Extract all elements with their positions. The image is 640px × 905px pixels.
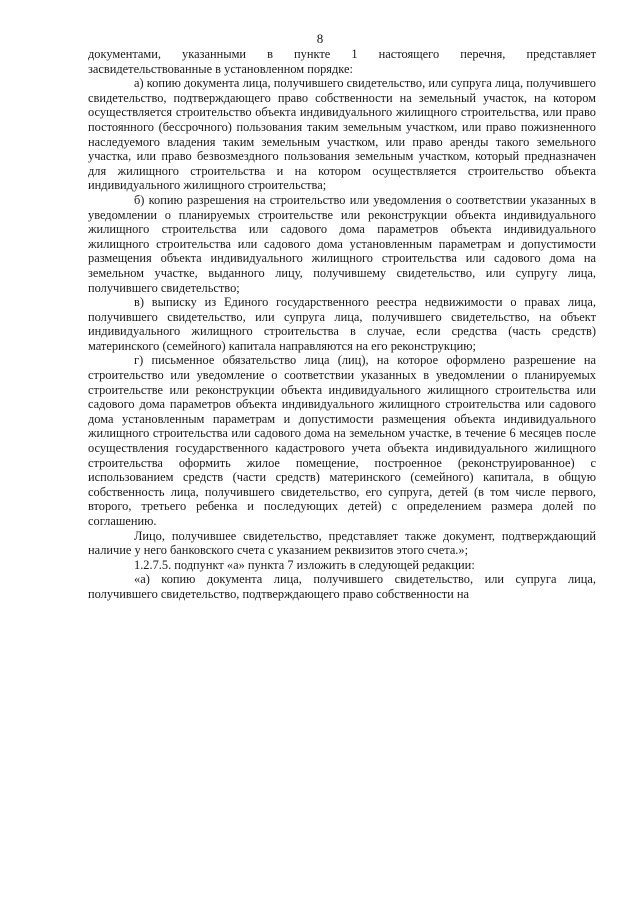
paragraph-item-v: в) выписку из Единого государственного реестра недвижимости о правах лица, получившего свидетельство, или супруга лица, получившего свидетельство, на объект индивидуального жилищного строительства в случае, если средства (часть средств) материнского (семейного) капитала направляются на его реконструкцию;	[88, 295, 596, 353]
paragraph-intro: документами, указанными в пункте 1 настоящего перечня, представляет засвидетельствованные в установленном порядке:	[88, 47, 596, 76]
paragraph-amendment-text: «а) копию документа лица, получившего свидетельство, или супруга лица, получившего свидетельство, подтверждающего право собственности на	[88, 572, 596, 601]
page-number: 8	[316, 31, 324, 46]
paragraph-item-b: б) копию разрешения на строительство или уведомления о соответствии указанных в уведомлении о планируемых строительстве или реконструкции объекта индивидуального жилищного строительства или садового дома параметров объекта индивидуального жилищного строительства или садового дома установленным параметрам и допустимости размещения объекта индивидуального жилищного строительства или садового дома на земельном участке, выданного лицу, получившему свидетельство, или супругу лица, получившего свидетельство;	[88, 192, 596, 295]
document-body	[88, 47, 596, 602]
paragraph-item-g: г) письменное обязательство лица (лиц), на которое оформлено разрешение на строительство или уведомление о соответствии указанных в уведомлении о планируемых строительстве или реконструкции объекта индивидуального жилищного строительства или садового дома параметров объекта индивидуального жилищного строительства или садового дома установленным параметрам и допустимости размещения объекта индивидуального жилищного строительства или садового дома на земельном участке, в течение 6 месяцев после осуществления государственного кадастрового учета объекта индивидуального жилищного строительства оформить жилое помещение, построенное (реконструированное) с использованием средств (части средств) материнского (семейного) капитала, в общую собственность лица, получившего свидетельство, его супруга, детей (в том числе первого, второго, третьего ребенка и последующих детей) с определением размера долей по соглашению.	[88, 353, 596, 528]
paragraph-bank-account: Лицо, получившее свидетельство, представляет также документ, подтверждающий наличие у него банковского счета с указанием реквизитов этого счета.»;	[88, 528, 596, 558]
paragraph-item-a: а) копию документа лица, получившего свидетельство, или супруга лица, получившего свидетельство, подтверждающего право собственности на земельный участок, на котором осуществляется строительство объекта индивидуального жилищного строительства, или право постоянного (бессрочного) пользования таким земельным участком, или право пожизненного наследуемого владения таким земельным участком, или право аренды такого земельного участка, или право безвозмездного пользования земельным участком, который предназначен для жилищного строительства и на котором осуществляется строительство объекта индивидуального жилищного строительства;	[88, 76, 596, 193]
paragraph-amendment-heading: 1.2.7.5. подпункт «а» пункта 7 изложить в следующей редакции:	[134, 557, 475, 572]
